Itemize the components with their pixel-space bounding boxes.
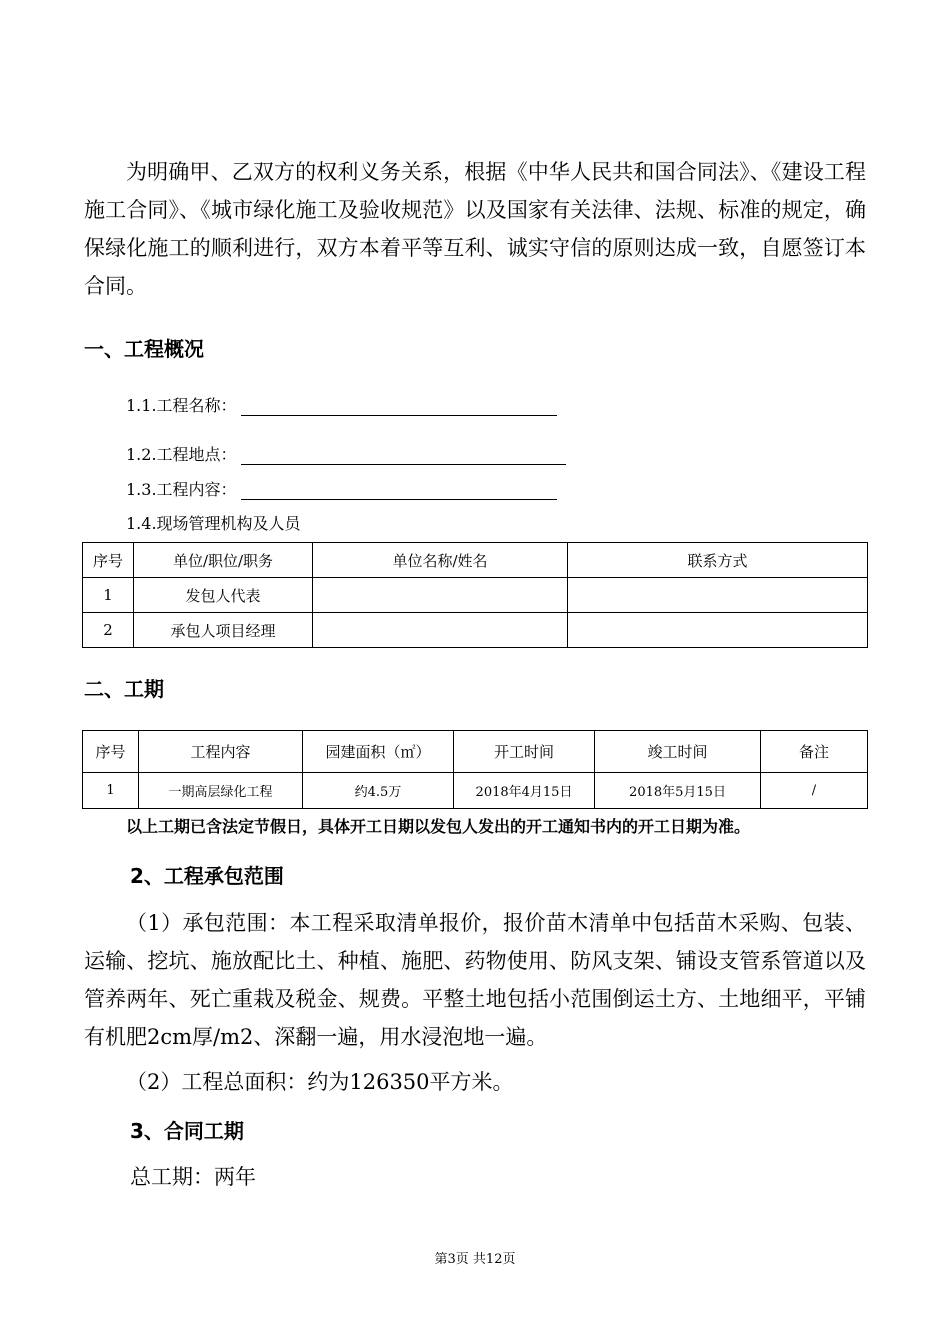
scope-title: 2、工程承包范围 (130, 864, 284, 888)
table-header: 竣工时间 (595, 731, 761, 773)
table-row (83, 578, 868, 613)
table-row (83, 613, 868, 648)
project-name-blank[interactable] (241, 397, 557, 416)
table-cell: 1 (83, 578, 134, 613)
site-management-subtitle: 1.4.现场管理机构及人员 (126, 514, 301, 533)
project-content-blank[interactable] (241, 481, 557, 500)
table-header: 备注 (761, 731, 868, 773)
scope-item-2: （2）工程总面积：约为126350平方米。 (126, 1070, 514, 1094)
table-header: 序号 (83, 731, 139, 773)
section-2-title: 二、工期 (84, 677, 164, 701)
period-text: 总工期：两年 (130, 1165, 256, 1189)
table-cell[interactable] (313, 578, 568, 613)
project-location-field (126, 442, 566, 465)
table-cell: 2018年5月15日 (595, 773, 761, 809)
table-cell[interactable] (568, 613, 868, 648)
table-header: 工程内容 (139, 731, 303, 773)
section-1-title: 一、工程概况 (84, 337, 204, 361)
table-header: 单位/职位/职务 (134, 543, 313, 578)
table-header: 单位名称/姓名 (313, 543, 568, 578)
table-cell: 发包人代表 (134, 578, 313, 613)
table-header: 序号 (83, 543, 134, 578)
table-cell[interactable] (568, 578, 868, 613)
project-location-blank[interactable] (241, 446, 566, 465)
table-cell: 1 (83, 773, 139, 809)
table-cell: 一期高层绿化工程 (139, 773, 303, 809)
project-name-label: 1.1.工程名称： (126, 396, 237, 415)
table-cell: 2018年4月15日 (454, 773, 595, 809)
table-header-row (83, 731, 868, 773)
period-title: 3、合同工期 (130, 1119, 244, 1143)
table-cell: 承包人项目经理 (134, 613, 313, 648)
table-header: 园建面积（㎡） (303, 731, 454, 773)
intro-paragraph: 为明确甲、乙双方的权利义务关系，根据《中华人民共和国合同法》、《建设工程施工合同》、《城市绿化施工及验收规范》以及国家有关法律、法规、标准的规定，确保绿化施工的顺利进行，双方本着平等互利、诚实守信的原则达成一致，自愿签订本合同。 (84, 160, 866, 298)
table-cell: / (761, 773, 868, 809)
project-name-field (126, 393, 557, 416)
table-cell: 2 (83, 613, 134, 648)
scope-item-1: （1）承包范围：本工程采取清单报价，报价苗木清单中包括苗木采购、包装、运输、挖坑、施放配比土、种植、施肥、药物使用、防风支架、铺设支管系管道以及管养两年、死亡重栽及税金、规费。平整土地包括小范围倒运土方、土地细平，平铺有机肥2cm厚/m2、深翻一遍，用水浸泡地一遍。 (84, 911, 866, 1049)
table-header-row (83, 543, 868, 578)
schedule-table (82, 730, 868, 809)
management-table (82, 542, 868, 648)
table-row (83, 773, 868, 809)
table-cell[interactable] (313, 613, 568, 648)
schedule-note: 以上工期已含法定节假日，具体开工日期以发包人发出的开工通知书内的开工日期为准。 (126, 817, 751, 836)
table-cell: 约4.5万 (303, 773, 454, 809)
project-content-label: 1.3.工程内容： (126, 480, 237, 499)
project-location-label: 1.2.工程地点： (126, 445, 237, 464)
table-header: 开工时间 (454, 731, 595, 773)
project-content-field (126, 477, 557, 500)
table-header: 联系方式 (568, 543, 868, 578)
page-footer: 第3页 共12页 (434, 1252, 516, 1267)
